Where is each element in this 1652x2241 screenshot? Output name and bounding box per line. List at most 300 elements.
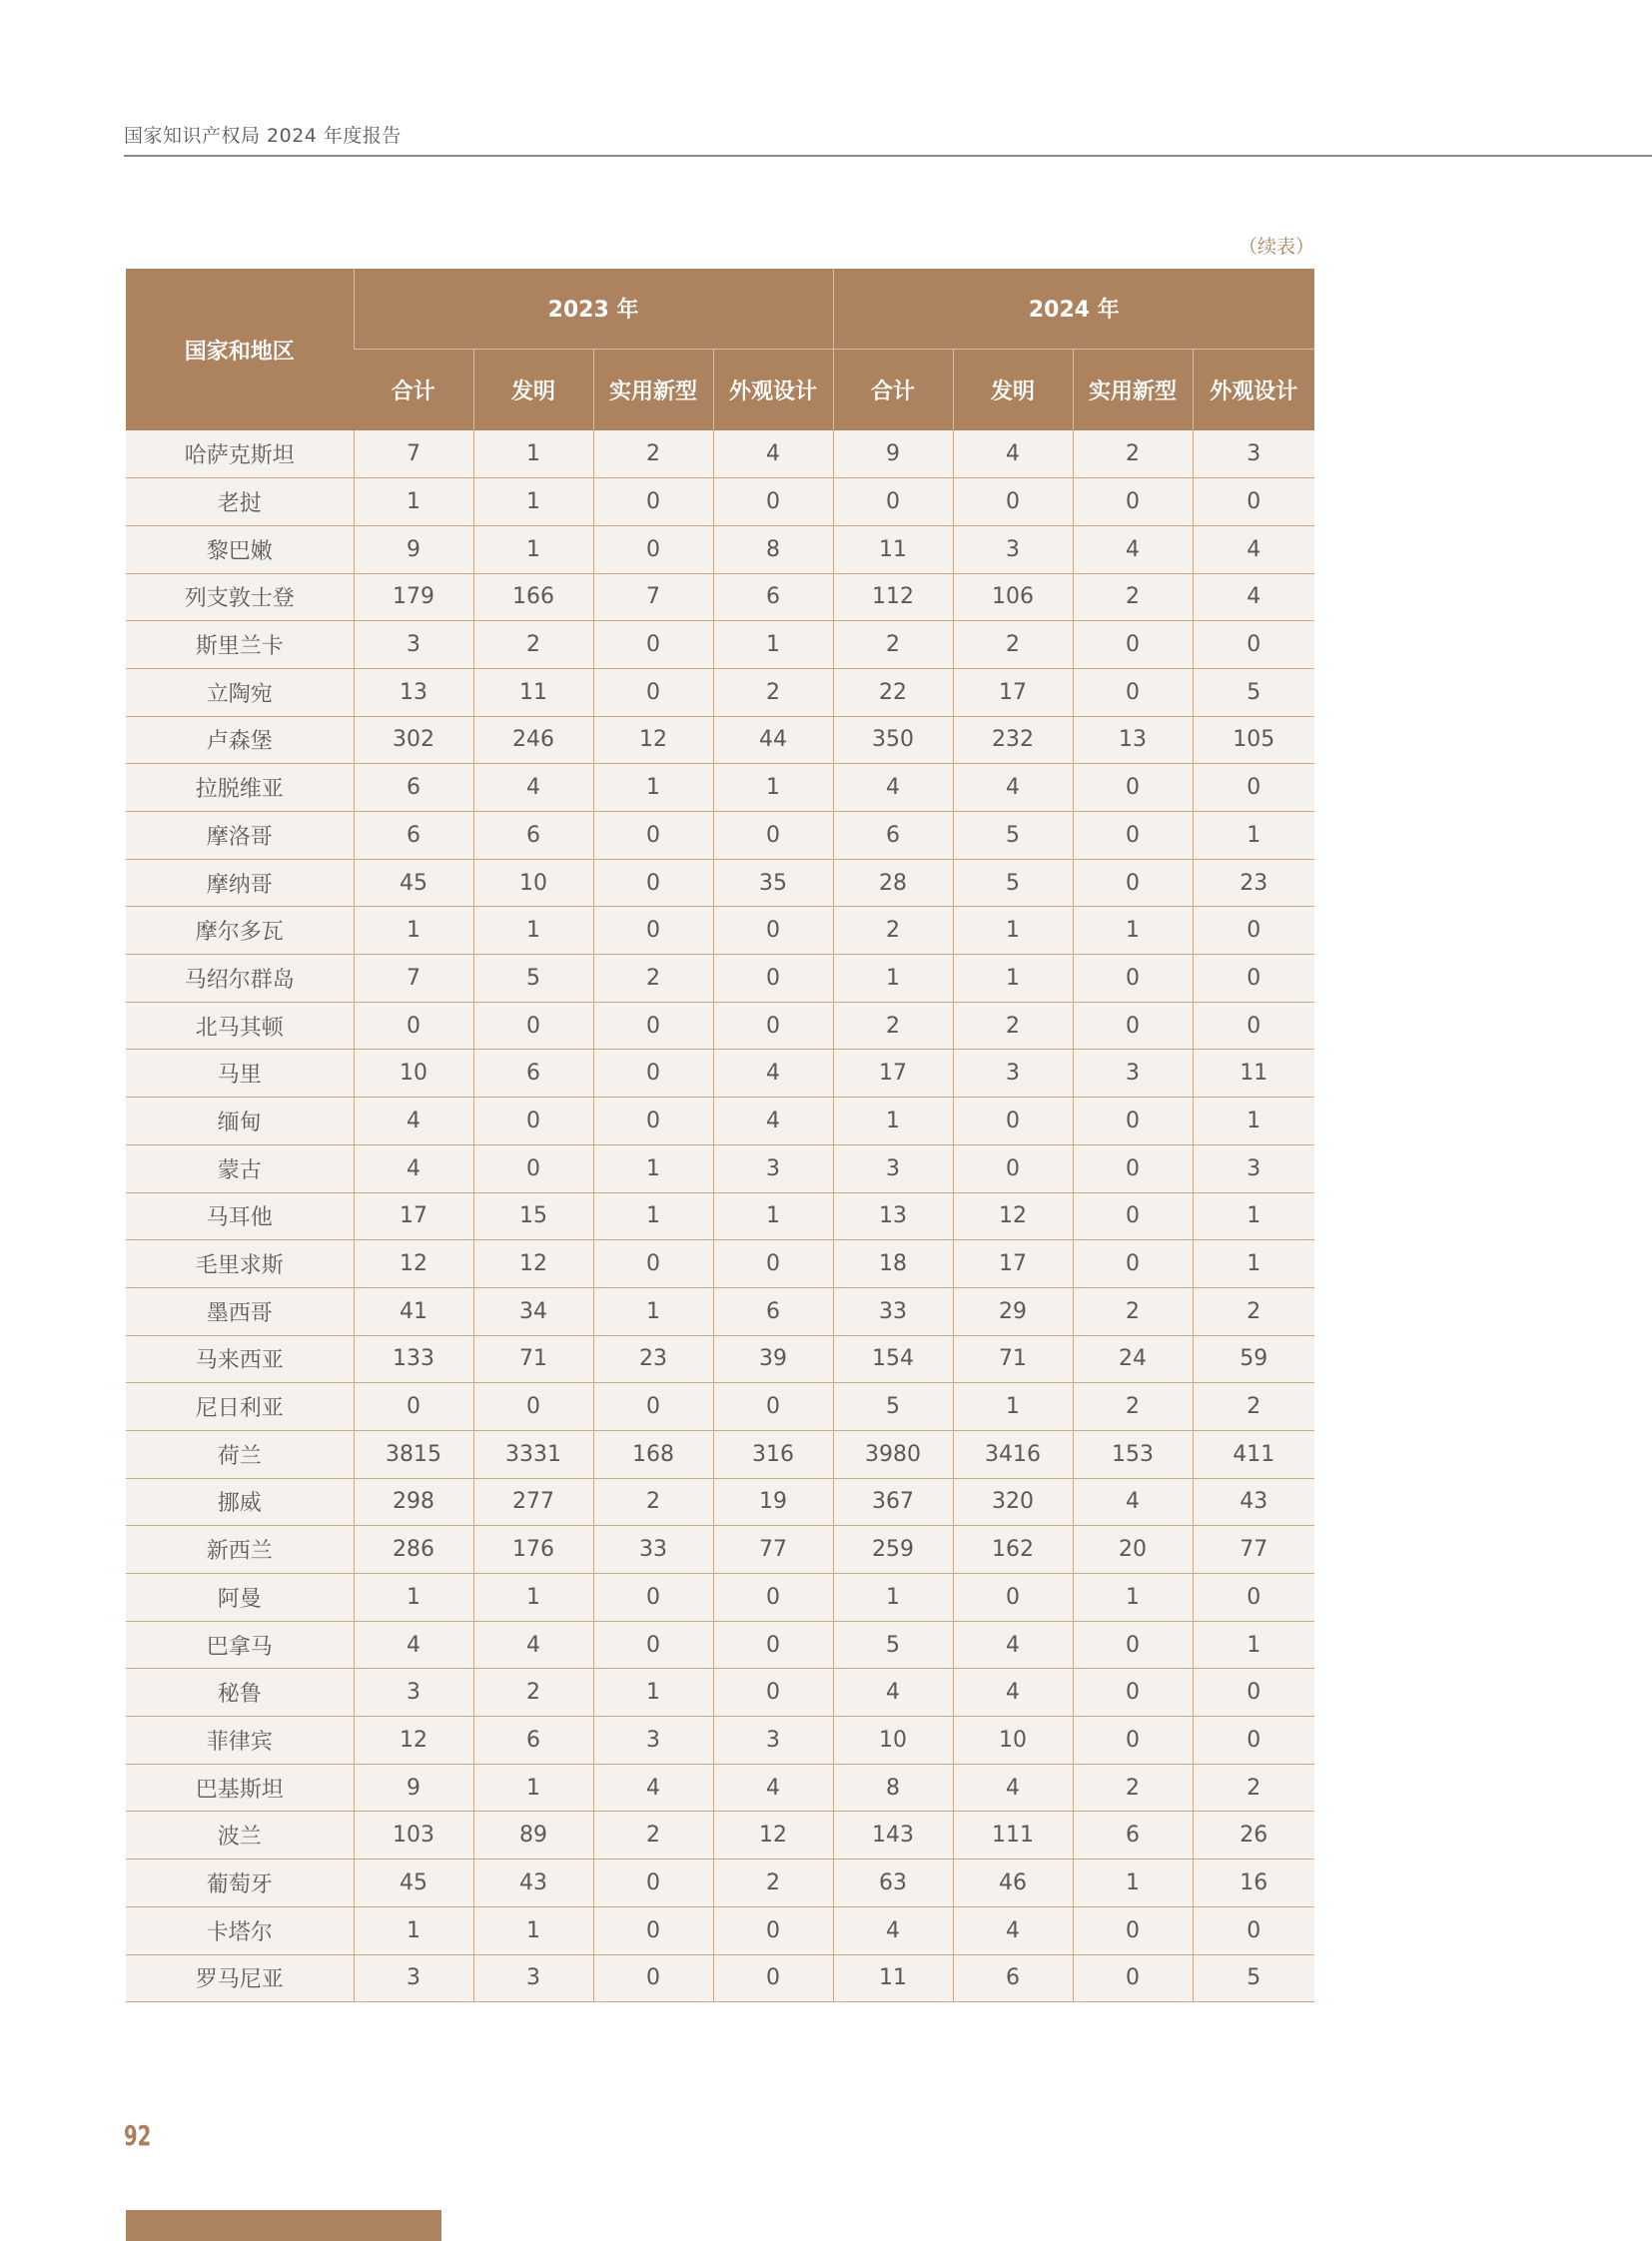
total-2023-cell: 10 — [354, 1050, 473, 1098]
utility-model-2024-cell: 2 — [1073, 1287, 1193, 1335]
table-row — [126, 1669, 1314, 1717]
region-cell: 葡萄牙 — [126, 1860, 354, 1907]
utility-model-2023-cell: 0 — [593, 1050, 713, 1098]
invention-2023-cell: 4 — [473, 764, 593, 812]
invention-2024-cell: 4 — [953, 764, 1073, 812]
table-row — [126, 1335, 1314, 1383]
table-row — [126, 525, 1314, 573]
invention-2024-cell: 17 — [953, 668, 1073, 716]
region-cell: 缅甸 — [126, 1098, 354, 1145]
region-cell: 哈萨克斯坦 — [126, 430, 354, 478]
design-2024-cell: 2 — [1193, 1287, 1314, 1335]
utility-model-2024-cell: 0 — [1073, 621, 1193, 669]
total-2024-cell: 2 — [833, 621, 953, 669]
invention-2023-cell: 1 — [473, 907, 593, 955]
patent-statistics-table — [126, 269, 1314, 2002]
design-2024-cell: 411 — [1193, 1430, 1314, 1478]
region-cell: 摩洛哥 — [126, 812, 354, 860]
total-2023-cell: 6 — [354, 812, 473, 860]
year-group-header-2023: 2023 年 — [354, 269, 833, 349]
utility-model-2023-cell: 0 — [593, 1240, 713, 1288]
utility-model-2023-cell: 2 — [593, 1478, 713, 1526]
total-2023-cell: 4 — [354, 1098, 473, 1145]
utility-model-2023-cell: 2 — [593, 430, 713, 478]
utility-model-2023-cell: 4 — [593, 1764, 713, 1812]
invention-2024-cell: 17 — [953, 1240, 1073, 1288]
design-2023-cell: 316 — [713, 1430, 833, 1478]
invention-2023-cell: 89 — [473, 1812, 593, 1860]
utility-model-2024-cell: 153 — [1073, 1430, 1193, 1478]
design-2023-cell: 3 — [713, 1144, 833, 1192]
region-cell: 阿曼 — [126, 1574, 354, 1622]
table-row — [126, 1192, 1314, 1240]
utility-model-2024-cell: 1 — [1073, 1574, 1193, 1622]
region-cell: 立陶宛 — [126, 668, 354, 716]
total-2024-cell: 143 — [833, 1812, 953, 1860]
total-2023-cell: 7 — [354, 430, 473, 478]
design-2024-cell: 16 — [1193, 1860, 1314, 1907]
column-header-invention-2024: 发明 — [953, 349, 1073, 430]
invention-2024-cell: 4 — [953, 1764, 1073, 1812]
invention-2024-cell: 12 — [953, 1192, 1073, 1240]
invention-2024-cell: 5 — [953, 859, 1073, 907]
invention-2023-cell: 6 — [473, 1717, 593, 1765]
design-2024-cell: 5 — [1193, 668, 1314, 716]
design-2024-cell: 2 — [1193, 1764, 1314, 1812]
total-2023-cell: 45 — [354, 1860, 473, 1907]
utility-model-2023-cell: 1 — [593, 1669, 713, 1717]
table-row — [126, 1717, 1314, 1765]
utility-model-2023-cell: 1 — [593, 764, 713, 812]
design-2023-cell: 44 — [713, 716, 833, 764]
design-2023-cell: 8 — [713, 525, 833, 573]
table-row — [126, 1144, 1314, 1192]
design-2023-cell: 0 — [713, 1669, 833, 1717]
total-2023-cell: 1 — [354, 1574, 473, 1622]
total-2024-cell: 367 — [833, 1478, 953, 1526]
total-2024-cell: 6 — [833, 812, 953, 860]
table-row — [126, 573, 1314, 621]
total-2023-cell: 6 — [354, 764, 473, 812]
design-2023-cell: 4 — [713, 1764, 833, 1812]
design-2023-cell: 6 — [713, 1287, 833, 1335]
invention-2024-cell: 71 — [953, 1335, 1073, 1383]
invention-2023-cell: 166 — [473, 573, 593, 621]
utility-model-2023-cell: 168 — [593, 1430, 713, 1478]
invention-2024-cell: 5 — [953, 812, 1073, 860]
page-number: 92 — [124, 2119, 152, 2152]
region-cell: 摩纳哥 — [126, 859, 354, 907]
total-2024-cell: 17 — [833, 1050, 953, 1098]
region-cell: 卢森堡 — [126, 716, 354, 764]
design-2023-cell: 0 — [713, 478, 833, 526]
utility-model-2024-cell: 24 — [1073, 1335, 1193, 1383]
design-2024-cell: 0 — [1193, 1002, 1314, 1050]
utility-model-2023-cell: 0 — [593, 1954, 713, 2002]
invention-2024-cell: 6 — [953, 1954, 1073, 2002]
total-2024-cell: 112 — [833, 573, 953, 621]
total-2024-cell: 5 — [833, 1621, 953, 1669]
design-2023-cell: 0 — [713, 955, 833, 1003]
design-2023-cell: 1 — [713, 764, 833, 812]
invention-2023-cell: 15 — [473, 1192, 593, 1240]
table-header — [126, 269, 1314, 430]
invention-2024-cell: 3 — [953, 525, 1073, 573]
column-header-total-2024: 合计 — [833, 349, 953, 430]
invention-2023-cell: 1 — [473, 525, 593, 573]
total-2024-cell: 5 — [833, 1383, 953, 1431]
table-row — [126, 1954, 1314, 2002]
region-cell: 挪威 — [126, 1478, 354, 1526]
footer-bar — [126, 2210, 441, 2241]
total-2024-cell: 154 — [833, 1335, 953, 1383]
utility-model-2024-cell: 3 — [1073, 1050, 1193, 1098]
design-2024-cell: 0 — [1193, 1574, 1314, 1622]
utility-model-2024-cell: 0 — [1073, 1240, 1193, 1288]
total-2023-cell: 302 — [354, 716, 473, 764]
invention-2024-cell: 1 — [953, 1383, 1073, 1431]
invention-2023-cell: 246 — [473, 716, 593, 764]
region-cell: 黎巴嫩 — [126, 525, 354, 573]
design-2024-cell: 1 — [1193, 1192, 1314, 1240]
column-header-utility-model-2024: 实用新型 — [1073, 349, 1193, 430]
invention-2024-cell: 4 — [953, 1669, 1073, 1717]
region-cell: 马绍尔群岛 — [126, 955, 354, 1003]
design-2024-cell: 1 — [1193, 1098, 1314, 1145]
design-2023-cell: 0 — [713, 1383, 833, 1431]
table-row — [126, 1430, 1314, 1478]
design-2024-cell: 23 — [1193, 859, 1314, 907]
invention-2023-cell: 277 — [473, 1478, 593, 1526]
table-row — [126, 1764, 1314, 1812]
total-2024-cell: 1 — [833, 1098, 953, 1145]
region-cell: 荷兰 — [126, 1430, 354, 1478]
total-2024-cell: 0 — [833, 478, 953, 526]
total-2024-cell: 8 — [833, 1764, 953, 1812]
design-2023-cell: 19 — [713, 1478, 833, 1526]
invention-2024-cell: 320 — [953, 1478, 1073, 1526]
region-cell: 北马其顿 — [126, 1002, 354, 1050]
table-row — [126, 1098, 1314, 1145]
utility-model-2024-cell: 2 — [1073, 1764, 1193, 1812]
design-2024-cell: 4 — [1193, 525, 1314, 573]
total-2023-cell: 286 — [354, 1526, 473, 1574]
table-row — [126, 1574, 1314, 1622]
total-2024-cell: 33 — [833, 1287, 953, 1335]
utility-model-2023-cell: 7 — [593, 573, 713, 621]
total-2023-cell: 103 — [354, 1812, 473, 1860]
total-2023-cell: 12 — [354, 1240, 473, 1288]
design-2023-cell: 2 — [713, 1860, 833, 1907]
design-2024-cell: 26 — [1193, 1812, 1314, 1860]
total-2024-cell: 1 — [833, 1574, 953, 1622]
utility-model-2024-cell: 4 — [1073, 1478, 1193, 1526]
utility-model-2024-cell: 0 — [1073, 1669, 1193, 1717]
table-row — [126, 621, 1314, 669]
design-2024-cell: 0 — [1193, 1717, 1314, 1765]
design-2023-cell: 3 — [713, 1717, 833, 1765]
utility-model-2024-cell: 0 — [1073, 764, 1193, 812]
utility-model-2023-cell: 0 — [593, 1098, 713, 1145]
table-row — [126, 1812, 1314, 1860]
region-cell: 列支敦士登 — [126, 573, 354, 621]
total-2023-cell: 298 — [354, 1478, 473, 1526]
invention-2023-cell: 1 — [473, 430, 593, 478]
total-2023-cell: 12 — [354, 1717, 473, 1765]
utility-model-2023-cell: 0 — [593, 525, 713, 573]
utility-model-2023-cell: 0 — [593, 1860, 713, 1907]
header-rule — [124, 155, 1652, 157]
utility-model-2023-cell: 0 — [593, 668, 713, 716]
utility-model-2023-cell: 0 — [593, 907, 713, 955]
total-2024-cell: 11 — [833, 525, 953, 573]
invention-2023-cell: 0 — [473, 1002, 593, 1050]
total-2023-cell: 1 — [354, 1906, 473, 1954]
region-cell: 马里 — [126, 1050, 354, 1098]
invention-2023-cell: 176 — [473, 1526, 593, 1574]
design-2023-cell: 0 — [713, 1240, 833, 1288]
invention-2024-cell: 0 — [953, 1574, 1073, 1622]
utility-model-2024-cell: 0 — [1073, 1906, 1193, 1954]
invention-2023-cell: 1 — [473, 478, 593, 526]
column-header-utility-model-2023: 实用新型 — [593, 349, 713, 430]
utility-model-2023-cell: 0 — [593, 1002, 713, 1050]
utility-model-2024-cell: 6 — [1073, 1812, 1193, 1860]
invention-2023-cell: 2 — [473, 621, 593, 669]
total-2023-cell: 3 — [354, 1954, 473, 2002]
utility-model-2023-cell: 2 — [593, 955, 713, 1003]
total-2024-cell: 28 — [833, 859, 953, 907]
design-2024-cell: 105 — [1193, 716, 1314, 764]
utility-model-2023-cell: 23 — [593, 1335, 713, 1383]
total-2023-cell: 4 — [354, 1621, 473, 1669]
region-cell: 墨西哥 — [126, 1287, 354, 1335]
total-2023-cell: 179 — [354, 573, 473, 621]
table-row — [126, 955, 1314, 1003]
invention-2023-cell: 0 — [473, 1144, 593, 1192]
design-2024-cell: 11 — [1193, 1050, 1314, 1098]
utility-model-2024-cell: 0 — [1073, 1002, 1193, 1050]
total-2024-cell: 9 — [833, 430, 953, 478]
region-cell: 菲律宾 — [126, 1717, 354, 1765]
table-row — [126, 1287, 1314, 1335]
utility-model-2024-cell: 0 — [1073, 478, 1193, 526]
utility-model-2023-cell: 1 — [593, 1144, 713, 1192]
design-2023-cell: 0 — [713, 1574, 833, 1622]
design-2024-cell: 0 — [1193, 1669, 1314, 1717]
total-2023-cell: 17 — [354, 1192, 473, 1240]
design-2023-cell: 0 — [713, 812, 833, 860]
invention-2023-cell: 2 — [473, 1669, 593, 1717]
utility-model-2024-cell: 4 — [1073, 525, 1193, 573]
invention-2023-cell: 34 — [473, 1287, 593, 1335]
invention-2023-cell: 12 — [473, 1240, 593, 1288]
total-2024-cell: 11 — [833, 1954, 953, 2002]
utility-model-2023-cell: 33 — [593, 1526, 713, 1574]
total-2023-cell: 1 — [354, 907, 473, 955]
invention-2023-cell: 6 — [473, 1050, 593, 1098]
region-cell: 波兰 — [126, 1812, 354, 1860]
table-row — [126, 1860, 1314, 1907]
total-2024-cell: 10 — [833, 1717, 953, 1765]
invention-2023-cell: 0 — [473, 1098, 593, 1145]
design-2023-cell: 4 — [713, 1098, 833, 1145]
region-cell: 卡塔尔 — [126, 1906, 354, 1954]
total-2024-cell: 3 — [833, 1144, 953, 1192]
invention-2023-cell: 43 — [473, 1860, 593, 1907]
utility-model-2024-cell: 0 — [1073, 812, 1193, 860]
utility-model-2024-cell: 0 — [1073, 1954, 1193, 2002]
column-header-design-2023: 外观设计 — [713, 349, 833, 430]
invention-2023-cell: 3 — [473, 1954, 593, 2002]
utility-model-2024-cell: 0 — [1073, 1144, 1193, 1192]
invention-2024-cell: 3416 — [953, 1430, 1073, 1478]
design-2023-cell: 0 — [713, 1906, 833, 1954]
column-header-design-2024: 外观设计 — [1193, 349, 1314, 430]
utility-model-2024-cell: 0 — [1073, 1717, 1193, 1765]
invention-2023-cell: 6 — [473, 812, 593, 860]
column-header-invention-2023: 发明 — [473, 349, 593, 430]
design-2024-cell: 1 — [1193, 1240, 1314, 1288]
table-row — [126, 1526, 1314, 1574]
design-2024-cell: 0 — [1193, 955, 1314, 1003]
utility-model-2023-cell: 3 — [593, 1717, 713, 1765]
design-2023-cell: 6 — [713, 573, 833, 621]
invention-2024-cell: 0 — [953, 478, 1073, 526]
total-2023-cell: 45 — [354, 859, 473, 907]
table-row — [126, 1621, 1314, 1669]
table-body — [126, 430, 1314, 2002]
table-row — [126, 716, 1314, 764]
utility-model-2024-cell: 0 — [1073, 859, 1193, 907]
total-2023-cell: 3 — [354, 1669, 473, 1717]
total-2024-cell: 18 — [833, 1240, 953, 1288]
total-2023-cell: 4 — [354, 1144, 473, 1192]
invention-2024-cell: 106 — [953, 573, 1073, 621]
total-2023-cell: 9 — [354, 525, 473, 573]
total-2024-cell: 4 — [833, 1669, 953, 1717]
region-cell: 秘鲁 — [126, 1669, 354, 1717]
design-2023-cell: 2 — [713, 668, 833, 716]
invention-2024-cell: 10 — [953, 1717, 1073, 1765]
utility-model-2024-cell: 2 — [1073, 573, 1193, 621]
region-cell: 巴基斯坦 — [126, 1764, 354, 1812]
total-2023-cell: 7 — [354, 955, 473, 1003]
utility-model-2023-cell: 0 — [593, 478, 713, 526]
column-header-total-2023: 合计 — [354, 349, 473, 430]
total-2023-cell: 3 — [354, 621, 473, 669]
design-2023-cell: 0 — [713, 1621, 833, 1669]
invention-2024-cell: 1 — [953, 955, 1073, 1003]
table-row — [126, 430, 1314, 478]
invention-2023-cell: 1 — [473, 1764, 593, 1812]
year-group-header-2024: 2024 年 — [833, 269, 1314, 349]
design-2024-cell: 5 — [1193, 1954, 1314, 2002]
design-2023-cell: 12 — [713, 1812, 833, 1860]
total-2024-cell: 2 — [833, 1002, 953, 1050]
table-row — [126, 907, 1314, 955]
region-cell: 马耳他 — [126, 1192, 354, 1240]
region-cell: 斯里兰卡 — [126, 621, 354, 669]
region-cell: 老挝 — [126, 478, 354, 526]
invention-2024-cell: 232 — [953, 716, 1073, 764]
utility-model-2023-cell: 12 — [593, 716, 713, 764]
invention-2023-cell: 10 — [473, 859, 593, 907]
region-cell: 摩尔多瓦 — [126, 907, 354, 955]
total-2024-cell: 22 — [833, 668, 953, 716]
invention-2023-cell: 1 — [473, 1906, 593, 1954]
utility-model-2023-cell: 0 — [593, 1574, 713, 1622]
design-2023-cell: 0 — [713, 1002, 833, 1050]
region-cell: 毛里求斯 — [126, 1240, 354, 1288]
design-2023-cell: 4 — [713, 1050, 833, 1098]
region-cell: 拉脱维亚 — [126, 764, 354, 812]
utility-model-2024-cell: 0 — [1073, 1192, 1193, 1240]
invention-2024-cell: 29 — [953, 1287, 1073, 1335]
table-row — [126, 1478, 1314, 1526]
table-row — [126, 478, 1314, 526]
utility-model-2024-cell: 0 — [1073, 1098, 1193, 1145]
design-2023-cell: 39 — [713, 1335, 833, 1383]
design-2024-cell: 59 — [1193, 1335, 1314, 1383]
total-2024-cell: 3980 — [833, 1430, 953, 1478]
design-2024-cell: 0 — [1193, 1906, 1314, 1954]
design-2024-cell: 2 — [1193, 1383, 1314, 1431]
design-2023-cell: 1 — [713, 1192, 833, 1240]
utility-model-2024-cell: 13 — [1073, 716, 1193, 764]
invention-2023-cell: 0 — [473, 1383, 593, 1431]
utility-model-2024-cell: 20 — [1073, 1526, 1193, 1574]
invention-2023-cell: 11 — [473, 668, 593, 716]
total-2023-cell: 1 — [354, 478, 473, 526]
design-2024-cell: 0 — [1193, 621, 1314, 669]
invention-2023-cell: 4 — [473, 1621, 593, 1669]
invention-2024-cell: 3 — [953, 1050, 1073, 1098]
utility-model-2024-cell: 0 — [1073, 955, 1193, 1003]
table-row — [126, 812, 1314, 860]
invention-2024-cell: 0 — [953, 1144, 1073, 1192]
invention-2024-cell: 46 — [953, 1860, 1073, 1907]
utility-model-2024-cell: 1 — [1073, 907, 1193, 955]
region-cell: 尼日利亚 — [126, 1383, 354, 1431]
design-2024-cell: 4 — [1193, 573, 1314, 621]
design-2023-cell: 0 — [713, 907, 833, 955]
invention-2024-cell: 0 — [953, 1098, 1073, 1145]
table-row — [126, 1906, 1314, 1954]
region-cell: 新西兰 — [126, 1526, 354, 1574]
utility-model-2023-cell: 1 — [593, 1287, 713, 1335]
utility-model-2023-cell: 2 — [593, 1812, 713, 1860]
utility-model-2023-cell: 0 — [593, 1906, 713, 1954]
design-2024-cell: 77 — [1193, 1526, 1314, 1574]
utility-model-2024-cell: 0 — [1073, 1621, 1193, 1669]
total-2024-cell: 4 — [833, 764, 953, 812]
design-2024-cell: 0 — [1193, 764, 1314, 812]
design-2024-cell: 43 — [1193, 1478, 1314, 1526]
design-2023-cell: 35 — [713, 859, 833, 907]
design-2024-cell: 1 — [1193, 812, 1314, 860]
total-2023-cell: 9 — [354, 1764, 473, 1812]
total-2023-cell: 133 — [354, 1335, 473, 1383]
design-2024-cell: 0 — [1193, 478, 1314, 526]
table-row — [126, 859, 1314, 907]
invention-2024-cell: 162 — [953, 1526, 1073, 1574]
total-2024-cell: 2 — [833, 907, 953, 955]
utility-model-2024-cell: 1 — [1073, 1860, 1193, 1907]
table-row — [126, 668, 1314, 716]
invention-2024-cell: 4 — [953, 1621, 1073, 1669]
invention-2024-cell: 4 — [953, 430, 1073, 478]
